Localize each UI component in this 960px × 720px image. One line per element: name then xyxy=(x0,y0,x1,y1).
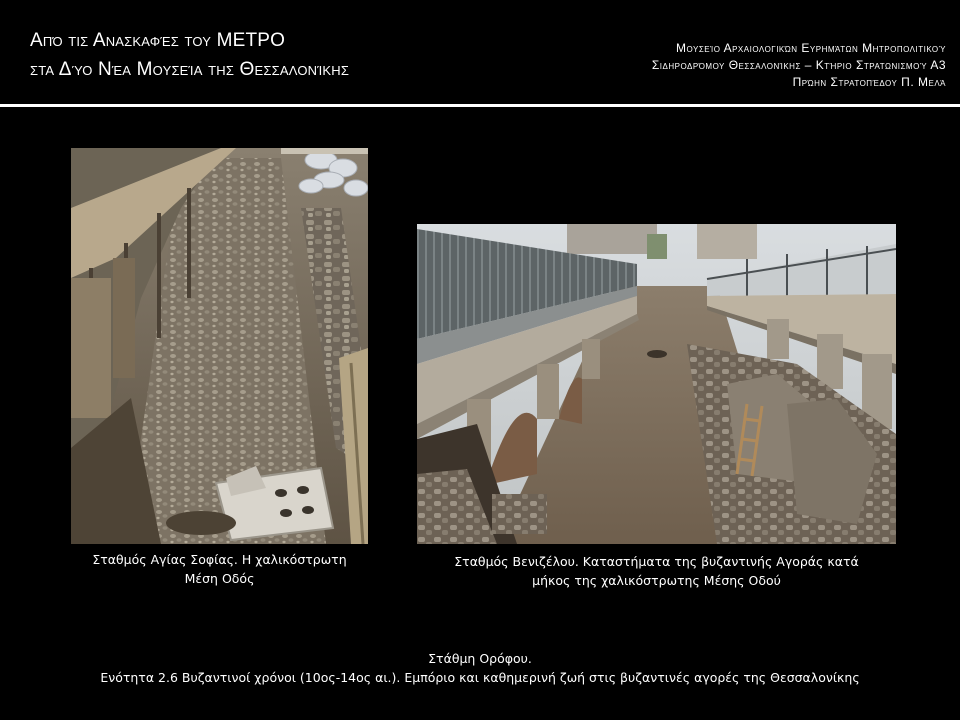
exhibition-title xyxy=(30,26,349,84)
museum-name-line-2: Σιδηροδρόμου Θεσσαλονίκης – Κτήριο Στρατωνισμού Α3 xyxy=(651,58,946,72)
section-footer xyxy=(0,649,960,687)
exhibition-title-line-1: Από τις Ανασκαφές του ΜΕΤΡΟ xyxy=(30,30,286,51)
museum-name-line-3: Πρώην Στρατοπέδου Π. Μελά xyxy=(792,75,946,89)
caption-venizelou-line-1: Σταθμός Βενιζέλου. Καταστήματα της βυζαντινής Αγοράς κατά xyxy=(454,554,859,569)
museum-name xyxy=(652,40,946,91)
caption-agia-sofia-line-2: Μέση Οδός xyxy=(184,571,255,586)
caption-agia-sofia-line-1: Σταθμός Αγίας Σοφίας. Η χαλικόστρωτη xyxy=(92,552,347,567)
caption-venizelou-line-2: μήκος της χαλικόστρωτης Μέσης Οδού xyxy=(532,573,781,588)
excavation-photo-agia-sofia xyxy=(71,148,368,544)
caption-venizelou xyxy=(417,552,896,590)
museum-name-line-1: Μουσείο Αρχαιολογικών Ευρημάτων Μητροπολιτικού xyxy=(676,41,946,55)
excavation-photo-venizelou xyxy=(417,224,896,544)
floor-level-label: Στάθμη Ορόφου. xyxy=(428,651,532,666)
exhibition-title-line-2: στα Δύο Νέα Μουσεία της Θεσσαλονίκης xyxy=(30,59,350,80)
caption-agia-sofia xyxy=(66,550,373,588)
section-description: Ενότητα 2.6 Βυζαντινοί χρόνοι (10ος-14ος αι.). Εμπόριο και καθημερινή ζωή στις βυζαντινές αγορές της Θεσσαλονίκης xyxy=(100,670,860,685)
header-divider xyxy=(0,104,960,107)
